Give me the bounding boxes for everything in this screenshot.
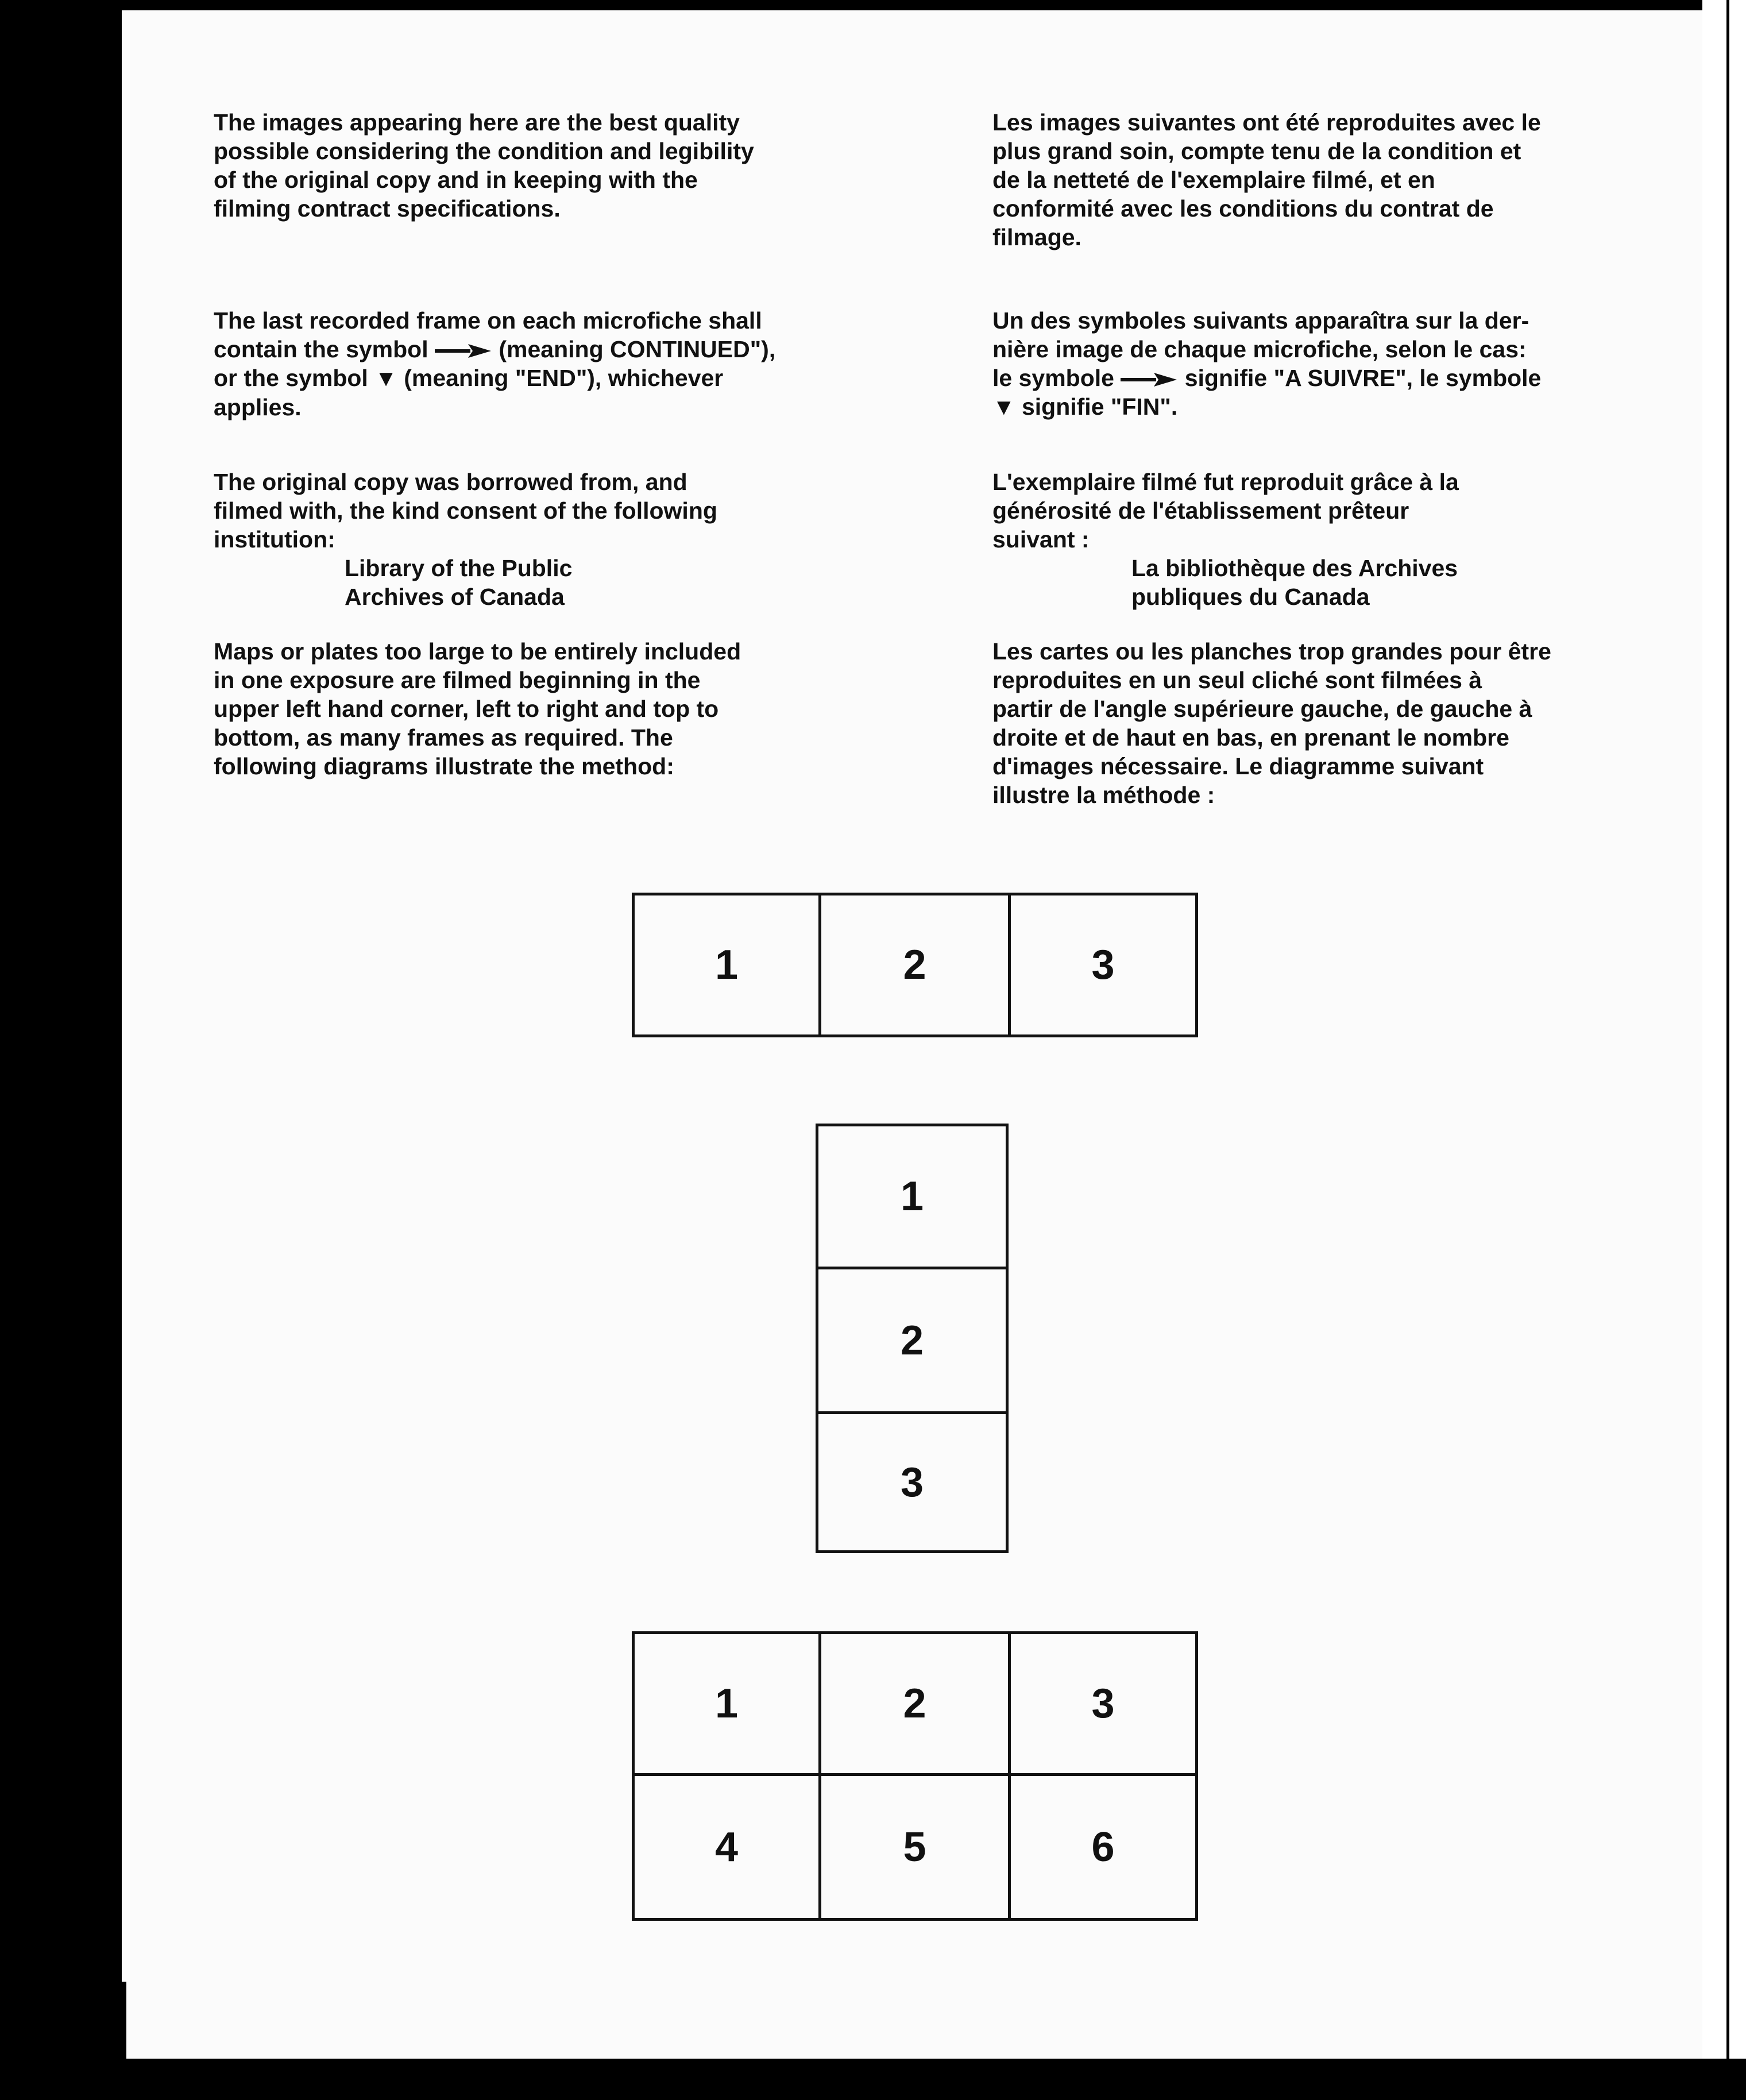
film-edge-mark <box>122 1982 126 2059</box>
diagram-row <box>632 893 1198 1037</box>
diagram-grid <box>632 1631 1198 1921</box>
french-column <box>992 108 1693 809</box>
diagram-cell: 2 <box>818 1634 1008 1773</box>
film-border-top <box>0 0 1746 10</box>
institution-en: Library of the Public Archives of Canada <box>345 555 573 610</box>
diagram-cell: 4 <box>635 1773 818 1918</box>
diagram-cell: 1 <box>714 942 739 988</box>
symbol-notice-en: The last recorded frame on each microfiche shall contain the symbol (meaning CONTINUED"), or the symbol ▼ (meaning "END"), whichever applies. <box>214 307 776 420</box>
lending-notice-en: The original copy was borrowed from, and filmed with, the kind consent of the following institution: <box>214 469 717 553</box>
diagram-cell: 1 <box>714 1681 739 1727</box>
diagram-cell: 3 <box>1008 895 1195 1034</box>
quality-notice-en: The images appearing here are the best quality possible considering the condition and legibility of the original copy and in keeping with the filming contract specifications. <box>214 109 754 222</box>
film-border-bottom <box>0 2059 1746 2100</box>
microfiche-target-page <box>122 10 1702 2059</box>
diagram-cell: 6 <box>1008 1773 1195 1918</box>
english-column <box>214 108 926 781</box>
quality-notice-fr: Les images suivantes ont été reproduites avec le plus grand soin, compte tenu de la condition et de la netteté de l'exemplaire filmé, et en conformité avec les conditions du contrat de filmage. <box>992 109 1541 250</box>
film-edge-line <box>1726 0 1729 2062</box>
diagram-cell: 2 <box>818 1267 1006 1411</box>
symbol-notice-fr: Un des symboles suivants apparaîtra sur la der- nière image de chaque microfiche, selon le cas: le symbole signifie "A SUIVRE", le symbole ▼ signifie "FIN". <box>992 307 1542 420</box>
diagram-cell: 3 <box>818 1411 1006 1550</box>
maps-notice-fr: Les cartes ou les planches trop grandes pour être reproduites en un seul cliché sont filmées à partir de l'angle supérieure gauche, de gauche à droite et de haut en bas, en prenant le nombre d'images nécessaire. Le diagramme suivant illustre la méthode : <box>992 638 1551 808</box>
arrow-right-icon <box>435 343 492 359</box>
triangle-down-icon: ▼ <box>374 366 397 391</box>
lending-notice-fr: L'exemplaire filmé fut reproduit grâce à la générosité de l'établissement prêteur suivant : <box>992 469 1459 553</box>
triangle-down-icon: ▼ <box>992 395 1015 420</box>
diagram-cell: 1 <box>900 1173 924 1219</box>
film-border-right <box>1702 0 1746 2100</box>
institution-fr: La bibliothèque des Archives publiques du Canada <box>1131 555 1458 610</box>
maps-notice-en: Maps or plates too large to be entirely included in one exposure are filmed beginning in the upper left hand corner, left to right and top to bottom, as many frames as required. The following diagrams illustrate the method: <box>214 638 741 779</box>
diagram-column <box>816 1124 1009 1553</box>
diagram-cell: 3 <box>1008 1634 1195 1773</box>
diagram-cell: 5 <box>818 1773 1008 1918</box>
diagram-cell: 2 <box>818 895 1008 1034</box>
arrow-right-icon <box>1121 372 1178 388</box>
